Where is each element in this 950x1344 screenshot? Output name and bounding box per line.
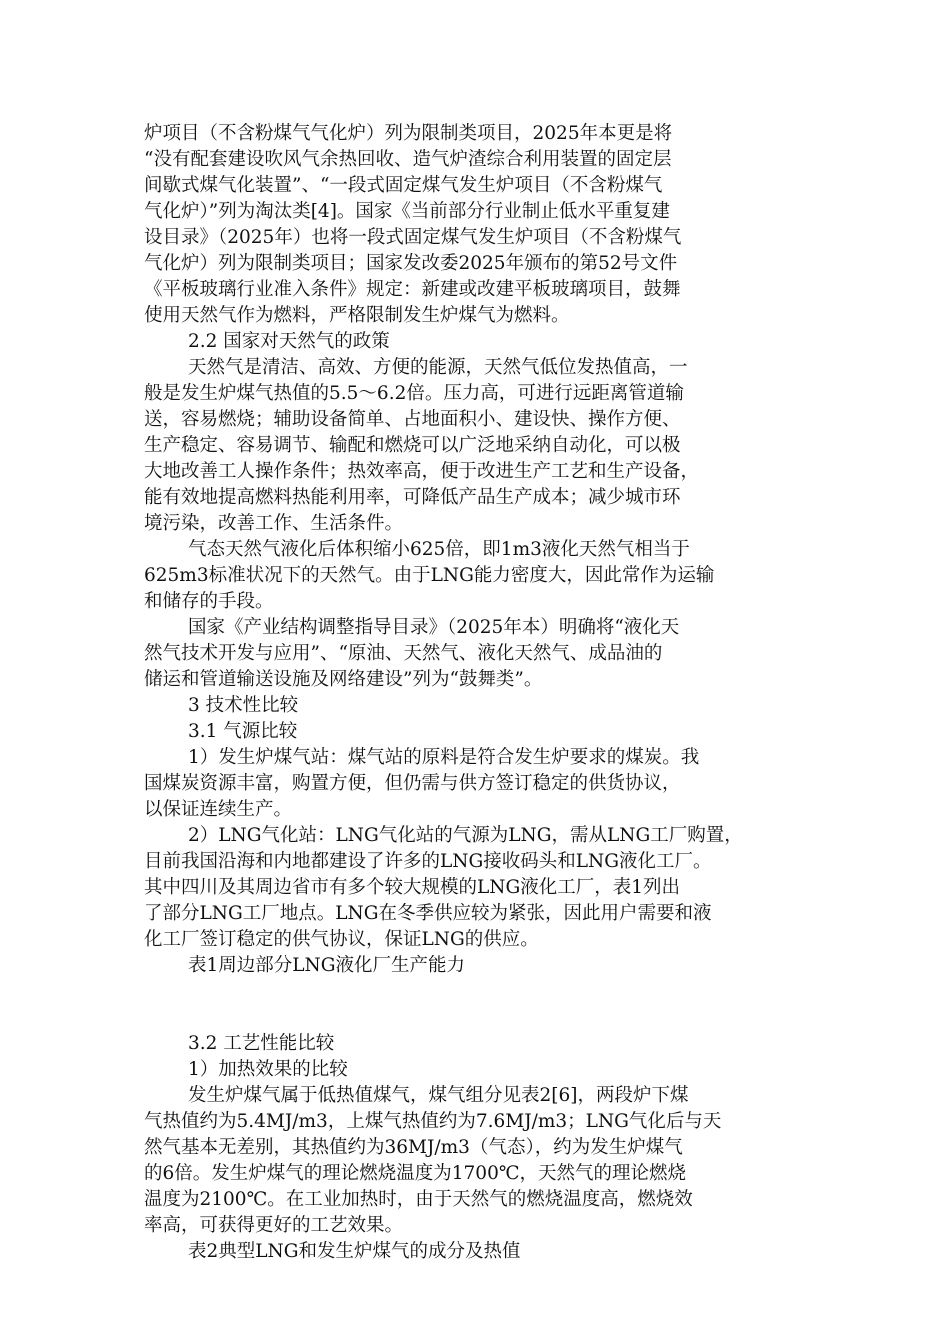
paragraph-line: 使用天然气作为燃料，严格限制发生炉煤气为燃料。 — [144, 305, 570, 326]
paragraph-line: 天然气是清洁、高效、方便的能源，天然气低位发热值高，一 — [188, 357, 688, 378]
paragraph-line: 间歇式煤气化装置”、“一段式固定煤气发生炉项目（不含粉煤气 — [144, 175, 663, 196]
section-heading-3-2: 3.2 工艺性能比较 — [188, 1033, 335, 1054]
paragraph-line: 化工厂签订稳定的供气协议，保证LNG的供应。 — [144, 929, 539, 950]
section-heading-3: 3 技术性比较 — [188, 695, 299, 716]
paragraph-line: 然气技术开发与应用”、“原油、天然气、液化天然气、成品油的 — [144, 643, 663, 664]
paragraph-line: 然气基本无差别，其热值约为36MJ/m3（气态），约为发生炉煤气 — [144, 1137, 683, 1158]
paragraph-line: 的6倍。发生炉煤气的理论燃烧温度为1700℃，天然气的理论燃烧 — [144, 1163, 687, 1184]
paragraph-line: 气态天然气液化后体积缩小625倍，即1m3液化天然气相当于 — [188, 539, 690, 560]
paragraph-line: 生产稳定、容易调节、输配和燃烧可以广泛地采纳自动化，可以极 — [144, 435, 681, 456]
section-heading-2-2: 2.2 国家对天然气的政策 — [188, 331, 390, 352]
paragraph-line: 气化炉）”列为淘汰类[4]。国家《当前部分行业制止低水平重复建 — [144, 201, 670, 222]
section-heading-3-1: 3.1 气源比较 — [188, 721, 298, 742]
paragraph-line: “没有配套建设吹风气余热回收、造气炉渣综合利用装置的固定层 — [144, 149, 672, 170]
paragraph-line: 大地改善工人操作条件；热效率高，便于改进生产工艺和生产设备， — [144, 461, 700, 482]
paragraph-line: 了部分LNG工厂地点。LNG在冬季供应较为紧张，因此用户需要和液 — [144, 903, 712, 924]
paragraph-line: 发生炉煤气属于低热值煤气，煤气组分见表2[6]，两段炉下煤 — [188, 1085, 689, 1106]
paragraph-line: 境污染，改善工作、生活条件。 — [144, 513, 404, 534]
paragraph-line: 2）LNG气化站：LNG气化站的气源为LNG，需从LNG工厂购置， — [188, 825, 743, 846]
paragraph-line: 储运和管道输送设施及网络建设”列为“鼓舞类”。 — [144, 669, 543, 690]
paragraph-line: 以保证连续生产。 — [144, 799, 293, 820]
paragraph-line: 能有效地提高燃料热能利用率，可降低产品生产成本；减少城市环 — [144, 487, 681, 508]
paragraph-line: 其中四川及其周边省市有多个较大规模的LNG液化工厂，表1列出 — [144, 877, 681, 898]
subsection-heading: 1）加热效果的比较 — [188, 1059, 348, 1080]
paragraph-line: 《平板玻璃行业准入条件》规定：新建或改建平板玻璃项目，鼓舞 — [144, 279, 681, 300]
paragraph-line: 目前我国沿海和内地都建设了许多的LNG接收码头和LNG液化工厂。 — [144, 851, 712, 872]
paragraph-line: 国家《产业结构调整指导目录》（2025年本）明确将“液化天 — [188, 617, 680, 638]
table-caption-2: 表2典型LNG和发生炉煤气的成分及热值 — [188, 1241, 521, 1262]
paragraph-line: 般是发生炉煤气热值的5.5～6.2倍。压力高，可进行远距离管道输 — [144, 383, 684, 404]
paragraph-line: 和储存的手段。 — [144, 591, 274, 612]
paragraph-line: 国煤炭资源丰富，购置方便，但仍需与供方签订稳定的供货协议， — [144, 773, 681, 794]
paragraph-line: 率高，可获得更好的工艺效果。 — [144, 1215, 404, 1236]
paragraph-line: 温度为2100℃。在工业加热时，由于天然气的燃烧温度高，燃烧效 — [144, 1189, 693, 1210]
table-caption-1: 表1周边部分LNG液化厂生产能力 — [188, 955, 466, 976]
paragraph-line: 设目录》（2025年）也将一段式固定煤气发生炉项目（不含粉煤气 — [144, 227, 682, 248]
paragraph-line: 送，容易燃烧；辅助设备简单、占地面积小、建设快、操作方便、 — [144, 409, 681, 430]
paragraph-line: 炉项目（不含粉煤气气化炉）列为限制类项目，2025年本更是将 — [144, 123, 673, 144]
paragraph-line: 625m3标准状况下的天然气。由于LNG能力密度大，因此常作为运输 — [144, 565, 715, 586]
paragraph-line: 1）发生炉煤气站：煤气站的原料是符合发生炉要求的煤炭。我 — [188, 747, 700, 768]
paragraph-line: 气化炉）列为限制类项目；国家发改委2025年颁布的第52号文件 — [144, 253, 678, 274]
paragraph-line: 气热值约为5.4MJ/m3，上煤气热值约为7.6MJ/m3；LNG气化后与天 — [144, 1111, 722, 1132]
